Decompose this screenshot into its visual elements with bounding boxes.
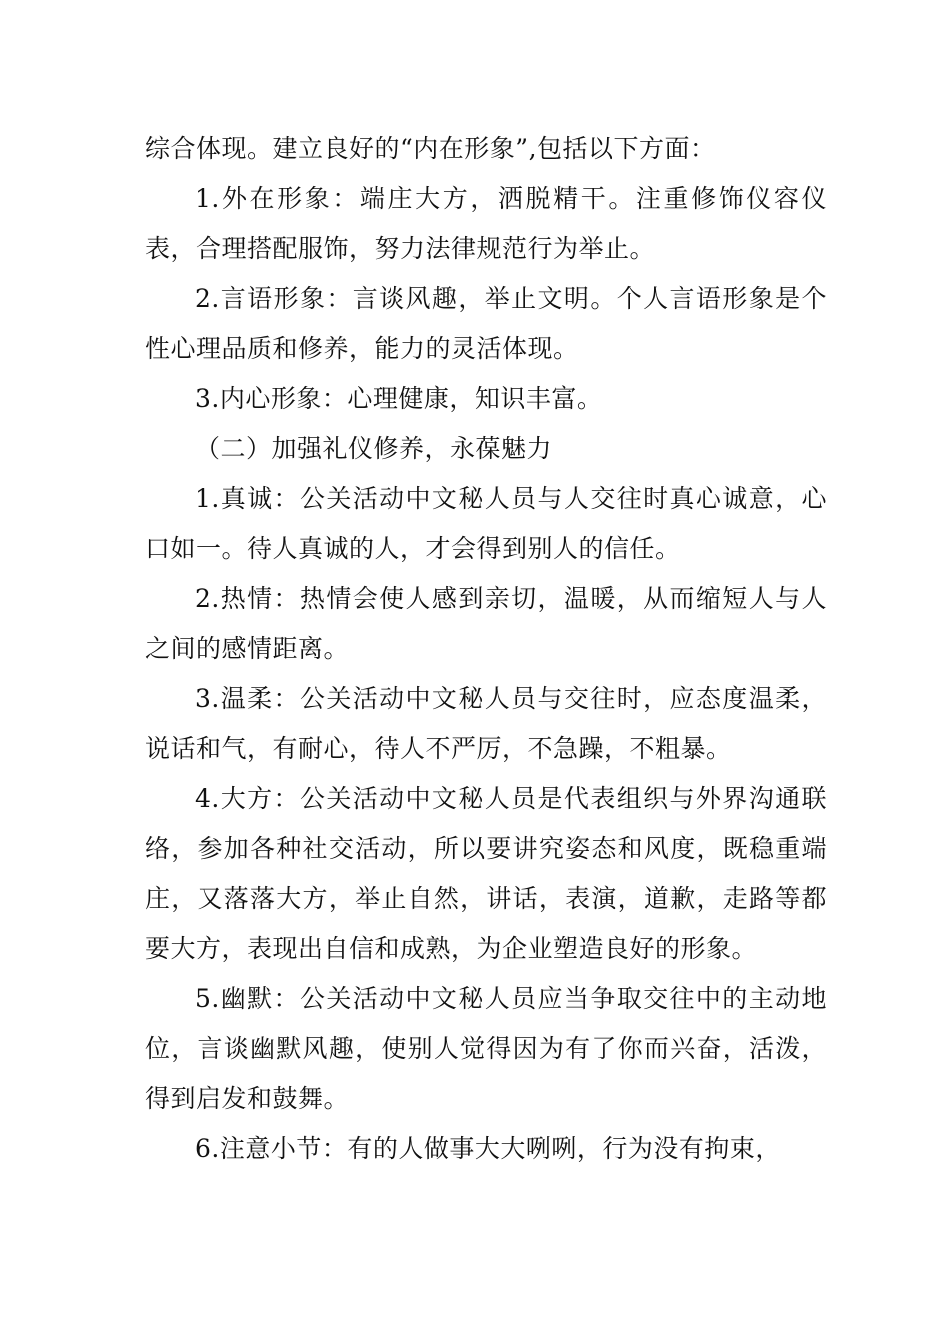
paragraph-speech-image: 2.言语形象：言谈风趣，举止文明。个人言语形象是个性心理品质和修养，能力的灵活体现。 xyxy=(145,284,827,363)
paragraph-generosity: 4.大方：公关活动中文秘人员是代表组织与外界沟通联络，参加各种社交活动，所以要讲究姿态和风度，既稳重端庄，又落落大方，举止自然，讲话，表演，道歉，走路等都要大方，表现出自信和成熟，为企业塑造良好的形象。 xyxy=(145,784,827,963)
paragraph-intro: 综合体现。建立良好的“内在形象”,包括以下方面： xyxy=(145,134,716,163)
paragraph-humor: 5.幽默：公关活动中文秘人员应当争取交往中的主动地位，言谈幽默风趣，使别人觉得因为有了你而兴奋，活泼，得到启发和鼓舞。 xyxy=(145,984,827,1113)
paragraph-gentleness: 3.温柔：公关活动中文秘人员与交往时，应态度温柔，说话和气，有耐心，待人不严厉，不急躁，不粗暴。 xyxy=(145,684,827,763)
section-heading: （二）加强礼仪修养，永葆魅力 xyxy=(195,434,553,463)
paragraph-enthusiasm: 2.热情：热情会使人感到亲切，温暖，从而缩短人与人之间的感情距离。 xyxy=(145,584,827,663)
paragraph-sincerity: 1.真诚：公关活动中文秘人员与人交往时真心诚意，心口如一。待人真诚的人，才会得到别人的信任。 xyxy=(145,484,827,563)
paragraph-details: 6.注意小节：有的人做事大大咧咧，行为没有拘束， xyxy=(195,1134,781,1163)
document-body xyxy=(145,124,827,1174)
paragraph-outer-image: 1.外在形象：端庄大方，洒脱精干。注重修饰仪容仪表，合理搭配服饰，努力法律规范行为举止。 xyxy=(145,184,827,263)
paragraph-inner-image: 3.内心形象：心理健康，知识丰富。 xyxy=(195,384,603,413)
